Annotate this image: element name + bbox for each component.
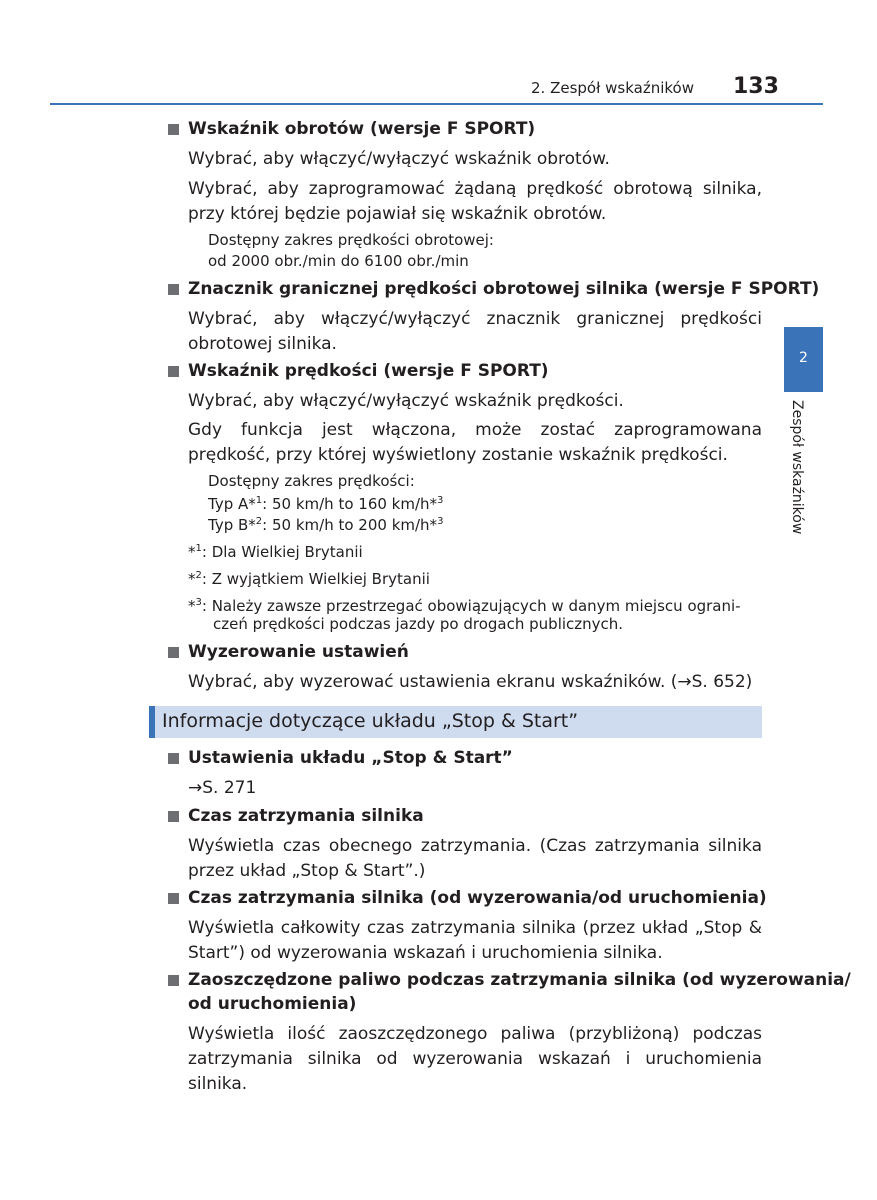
section-heading: Ustawienia układu „Stop & Start”: [188, 748, 513, 768]
footnote: *$^3$: Należy zawsze przestrzegać obowiązujących w danym miejscu ograni-: [188, 597, 741, 615]
bullet-square-icon: [168, 893, 179, 904]
note-line: Typ A*$^1$: 50 km/h to 160 km/h*$^3$: [208, 495, 444, 513]
paragraph: Wybrać, aby wyzerować ustawienia ekranu wskaźników. (→S. 652): [188, 672, 753, 692]
bullet-square-icon: [168, 975, 179, 986]
paragraph: Wybrać, aby włączyć/wyłączyć znacznik granicznej prędkości obrotowej silnika.: [188, 309, 762, 354]
footnote: *$^1$: Dla Wielkiej Brytanii: [188, 543, 363, 561]
paragraph: Wybrać, aby zaprogramować żądaną prędkość obrotową silnika, przy której będzie pojawiał się wskaźnik obrotów.: [188, 179, 762, 224]
footnote: *$^2$: Z wyjątkiem Wielkiej Brytanii: [188, 570, 430, 588]
footnote-continuation: czeń prędkości podczas jazdy po drogach publicznych.: [213, 615, 624, 633]
section-heading: Czas zatrzymania silnika: [188, 806, 424, 826]
section-heading-continuation: od uruchomienia): [188, 994, 357, 1014]
paragraph: Wyświetla czas obecnego zatrzymania. (Czas zatrzymania silnika przez układ „Stop & Start”.): [188, 836, 762, 881]
section-title-bar: [149, 706, 762, 738]
paragraph: Gdy funkcja jest włączona, może zostać zaprogramowana prędkość, przy której wyświetlony zostanie wskaźnik prędkości.: [188, 420, 762, 465]
bullet-square-icon: [168, 366, 179, 377]
chapter-title: 2. Zespół wskaźników: [531, 79, 694, 97]
page-number: 133: [733, 74, 779, 99]
paragraph: Wybrać, aby włączyć/wyłączyć wskaźnik obrotów.: [188, 149, 610, 169]
section-heading: Zaoszczędzone paliwo podczas zatrzymania silnika (od wyzerowania/: [188, 970, 851, 990]
paragraph: Wybrać, aby włączyć/wyłączyć wskaźnik prędkości.: [188, 391, 624, 411]
note-line: Typ B*$^2$: 50 km/h to 200 km/h*$^3$: [208, 516, 444, 534]
section-accent: [149, 706, 155, 738]
note-line: od 2000 obr./min do 6100 obr./min: [208, 252, 469, 270]
bullet-square-icon: [168, 753, 179, 764]
header-divider: [50, 103, 823, 105]
page-reference-link[interactable]: →S. 271: [188, 778, 257, 798]
chapter-tab-label: Zespół wskaźników: [789, 400, 805, 535]
section-heading: Znacznik granicznej prędkości obrotowej silnika (wersje F SPORT): [188, 279, 819, 299]
section-heading: Wyzerowanie ustawień: [188, 642, 409, 662]
paragraph: Wyświetla ilość zaoszczędzonego paliwa (przybliżoną) podczas zatrzymania silnika od wyzerowania wskazań i uruchomienia silnika.: [188, 1024, 762, 1094]
chapter-tab[interactable]: 2: [784, 327, 823, 392]
section-heading: Wskaźnik prędkości (wersje F SPORT): [188, 361, 549, 381]
section-title: Informacje dotyczące układu „Stop & Start”: [162, 710, 579, 732]
bullet-square-icon: [168, 124, 179, 135]
bullet-square-icon: [168, 811, 179, 822]
bullet-square-icon: [168, 647, 179, 658]
paragraph: Wyświetla całkowity czas zatrzymania silnika (przez układ „Stop & Start”) od wyzerowania wskazań i uruchomienia silnika.: [188, 918, 762, 963]
section-heading: Czas zatrzymania silnika (od wyzerowania/od uruchomienia): [188, 888, 767, 908]
note-line: Dostępny zakres prędkości:: [208, 472, 415, 490]
section-heading: Wskaźnik obrotów (wersje F SPORT): [188, 119, 535, 139]
note-line: Dostępny zakres prędkości obrotowej:: [208, 231, 494, 249]
bullet-square-icon: [168, 284, 179, 295]
